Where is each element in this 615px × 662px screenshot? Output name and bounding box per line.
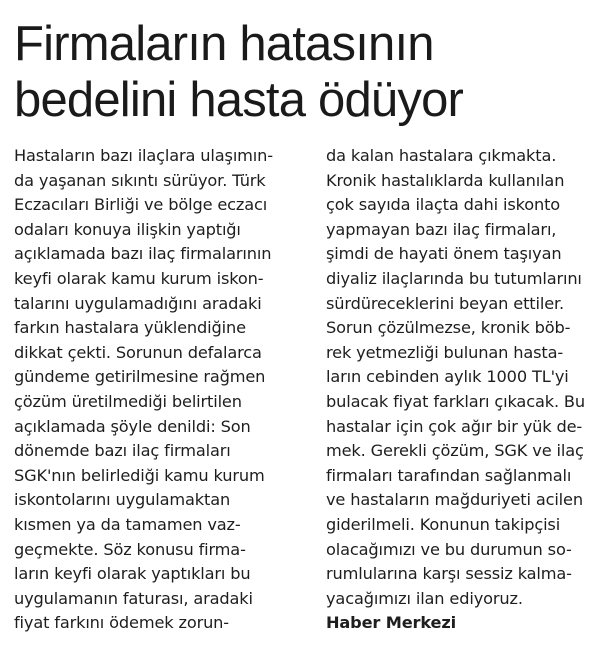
body-line: SGK'nın belirlediği kamu kurum: [14, 465, 265, 485]
body-line: iskontolarını uygulamaktan: [14, 490, 231, 510]
body-line: hastalar için çok ağır bir yük de-: [326, 416, 583, 436]
body-line: olacağımızı ve bu durumun so-: [326, 539, 572, 559]
headline-line-1: Firmaların hatasının: [14, 17, 434, 71]
body-line: kısmen ya da tamamen vaz-: [14, 514, 241, 534]
body-line: farkın hastalara yüklendiğine: [14, 318, 246, 338]
headline-line-2: bedelini hasta ödüyor: [14, 73, 464, 127]
body-line: çok sayıda ilaçta dahi iskonto: [326, 195, 561, 215]
body-line: çözüm üretilmediği belirtilen: [14, 391, 242, 411]
body-line: da yaşanan sıkıntı sürüyor. Türk: [14, 170, 266, 190]
body-line: yacağımızı ilan ediyoruz.: [326, 588, 523, 608]
body-line: da kalan hastalara çıkmakta.: [326, 146, 557, 165]
body-line: fiyat farkını ödemek zorun-: [14, 613, 229, 633]
body-line: şimdi de hayati önem taşıyan: [326, 244, 562, 264]
body-line: odaları konuya ilişkin yaptığı: [14, 219, 241, 239]
body-line: sürdüreceklerini beyan ettiler.: [326, 293, 565, 313]
body-line: keyfi olarak kamu kurum iskon-: [14, 268, 264, 288]
body-line: Hastaların bazı ilaçlara ulaşımın-: [14, 146, 273, 165]
article-headline: [14, 16, 604, 128]
body-line: ların cebinden aylık 1000 TL'yi: [326, 367, 569, 387]
article-byline: Haber Merkezi: [326, 613, 457, 633]
body-line: açıklamada şöyle denildi: Son: [14, 416, 251, 436]
body-line: Eczacıları Birliği ve bölge eczacı: [14, 195, 268, 215]
body-line: gündeme getirilmesine rağmen: [14, 367, 266, 387]
body-line: Kronik hastalıklarda kullanılan: [326, 170, 565, 190]
body-line: yapmayan bazı ilaç firmaları,: [326, 219, 557, 239]
body-line: rek yetmezliği bulunan hasta-: [326, 342, 564, 362]
body-line: geçmekte. Söz konusu firma-: [14, 539, 246, 559]
body-line: diyaliz ilaçlarında bu tutumlarını: [326, 268, 582, 288]
body-line: açıklamada bazı ilaç firmalarının: [14, 244, 272, 264]
article-body-right-column: [326, 144, 608, 636]
body-line: dikkat çekti. Sorunun defalarca: [14, 342, 262, 362]
body-line: firmaları tarafından sağlanmalı: [326, 465, 572, 485]
body-line: rumlularına karşı sessiz kalma-: [326, 564, 572, 584]
body-line: bulacak fiyat farkları çıkacak. Bu: [326, 391, 585, 411]
body-line: ve hastaların mağduriyeti acilen: [326, 490, 583, 510]
body-line: dönemde bazı ilaç firmaları: [14, 441, 231, 461]
body-line: uygulamanın faturası, aradaki: [14, 588, 253, 608]
body-line: giderilmeli. Konunun takipçisi: [326, 514, 561, 534]
body-line: mek. Gerekli çözüm, SGK ve ilaç: [326, 441, 584, 461]
body-line: Sorun çözülmezse, kronik böb-: [326, 318, 571, 338]
body-line: ların keyfi olarak yaptıkları bu: [14, 564, 251, 584]
article-body-left-column: [14, 144, 306, 636]
body-line: talarını uygulamadığını aradaki: [14, 293, 262, 313]
